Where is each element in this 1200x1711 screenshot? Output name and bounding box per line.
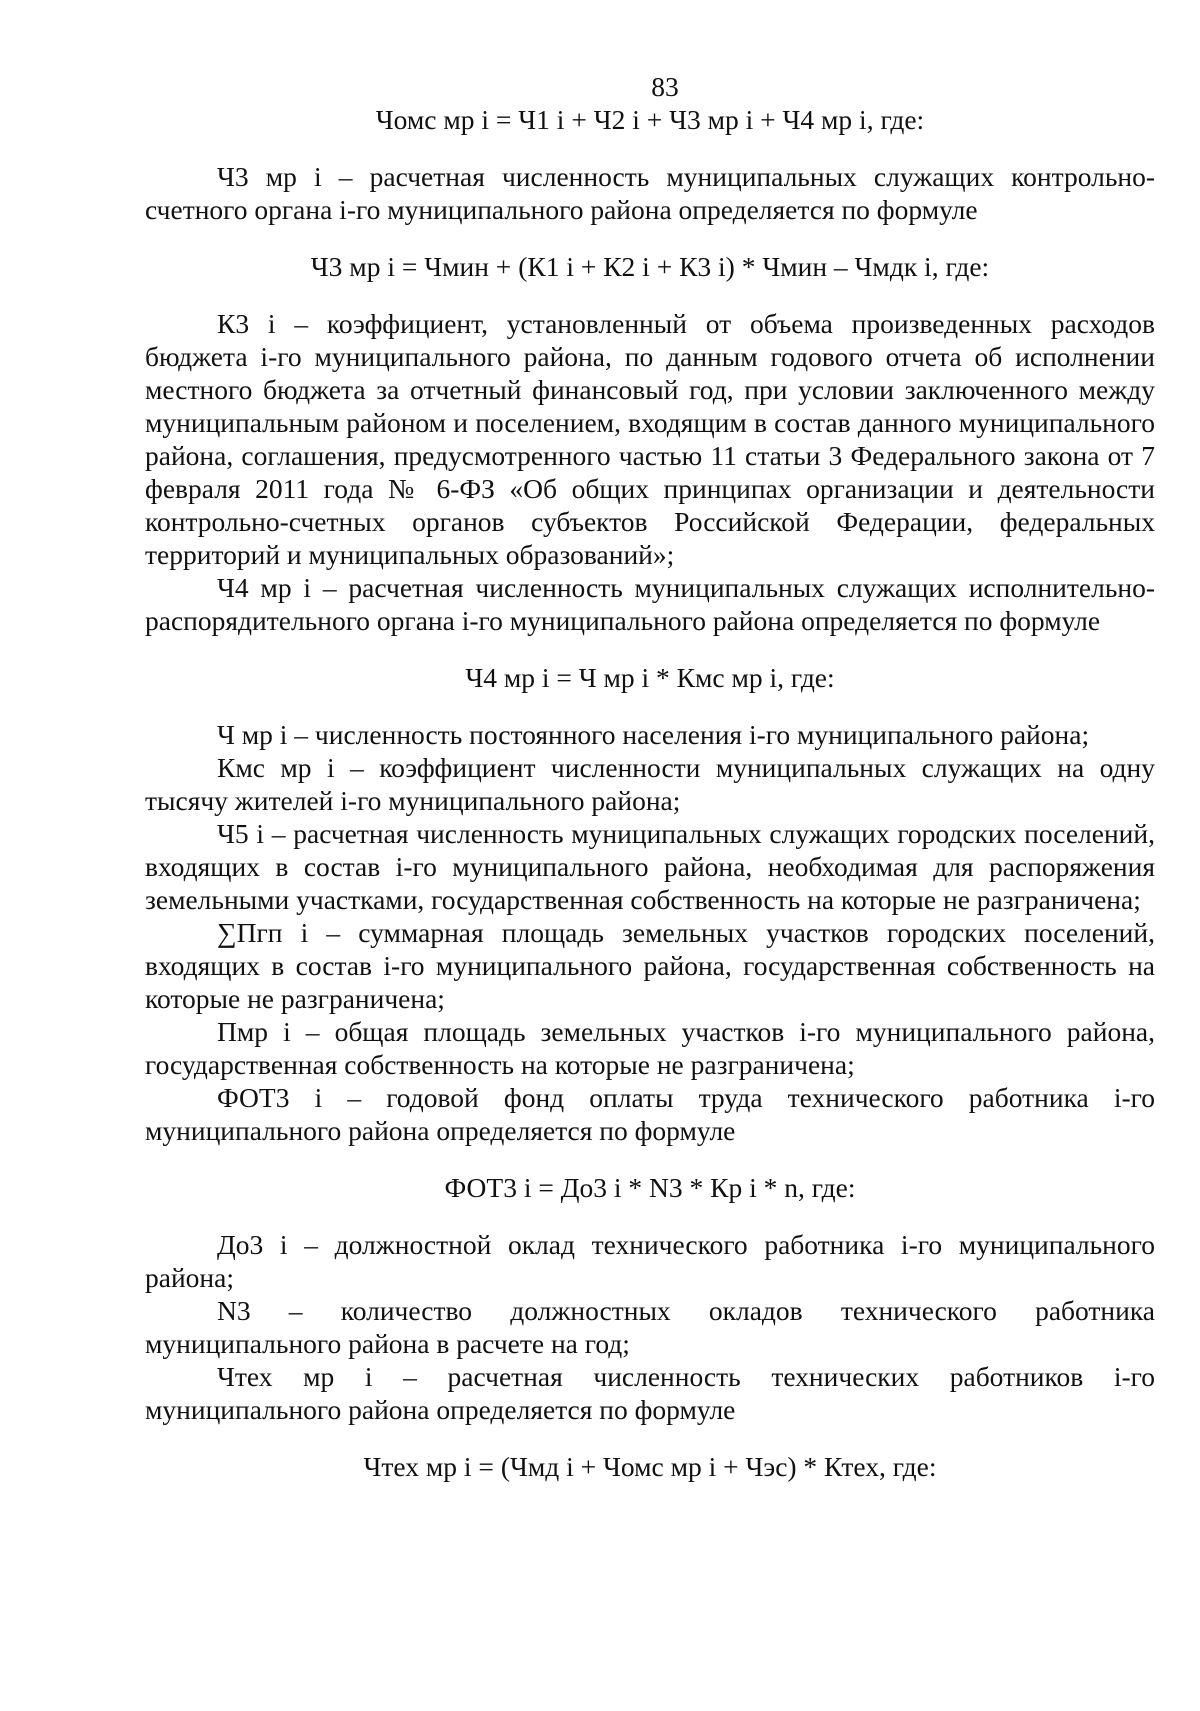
- paragraph-chteh: Чтех мр i – расчетная численность технических работников i-го муниципального района определяется по формуле: [145, 1361, 1155, 1425]
- paragraph-kms: Кмс мр i – коэффициент численности муниципальных служащих на одну тысячу жителей i-го муниципального района;: [145, 752, 1155, 816]
- formula-ch3: Ч3 мр i = Чмин + (К1 i + К2 i + К3 i) * Чмин – Чмдк i, где:: [310, 251, 990, 282]
- paragraph-sum-pgp: ∑Пгп i – суммарная площадь земельных участков городских поселений, входящих в состав i-го муниципального района, государственная собственность на которые не разграничена;: [145, 917, 1155, 1014]
- formula-chomc: Чомс мр i = Ч1 i + Ч2 i + Ч3 мр i + Ч4 мр i, где:: [375, 104, 925, 135]
- paragraph-pmr: Пмр i – общая площадь земельных участков i-го муниципального района, государственная собственность на которые не разграничена;: [145, 1016, 1155, 1080]
- paragraph-ch3: Ч3 мр i – расчетная численность муниципальных служащих контрольно-счетного органа i-го муниципального района определяется по формуле: [145, 161, 1155, 225]
- document-page: [145, 70, 1155, 1483]
- paragraph-n3: N3 – количество должностных окладов технического работника муниципального района в расчете на год;: [145, 1295, 1155, 1359]
- paragraph-ch5: Ч5 i – расчетная численность муниципальных служащих городских поселений, входящих в состав i-го муниципального района, необходимая для распоряжения земельными участками, государственная собственность на которые не разграничена;: [145, 818, 1155, 915]
- paragraph-ch4: Ч4 мр i – расчетная численность муниципальных служащих исполнительно-распорядительного органа i-го муниципального района определяется по формуле: [145, 572, 1155, 636]
- paragraph-k3: К3 i – коэффициент, установленный от объема произведенных расходов бюджета i-го муниципального района, по данным годового отчета об исполнении местного бюджета за отчетный финансовый год, при условии заключенного между муниципальным районом и поселением, входящим в состав данного муниципального района, соглашения, предусмотренного частью 11 статьи 3 Федерального закона от 7 февраля 2011 года № 6-ФЗ «Об общих принципах организации и деятельности контрольно-счетных органов субъектов Российской Федерации, федеральных территорий и муниципальных образований»;: [145, 308, 1155, 570]
- formula-fot3: ФОТ3 i = До3 i * N3 * Кр i * n, где:: [444, 1172, 856, 1203]
- formula-ch4: Ч4 мр i = Ч мр i * Кмс мр i, где:: [465, 662, 835, 693]
- paragraph-do3: До3 i – должностной оклад технического работника i-го муниципального района;: [145, 1229, 1155, 1293]
- formula-chteh: Чтех мр i = (Чмд i + Чомс мр i + Чэс) * Ктех, где:: [363, 1451, 937, 1482]
- paragraph-ch-mr: Ч мр i – численность постоянного населения i-го муниципального района;: [217, 719, 1090, 750]
- paragraph-fot3: ФОТ3 i – годовой фонд оплаты труда технического работника i-го муниципального района определяется по формуле: [145, 1082, 1155, 1146]
- page-number: 83: [651, 71, 679, 102]
